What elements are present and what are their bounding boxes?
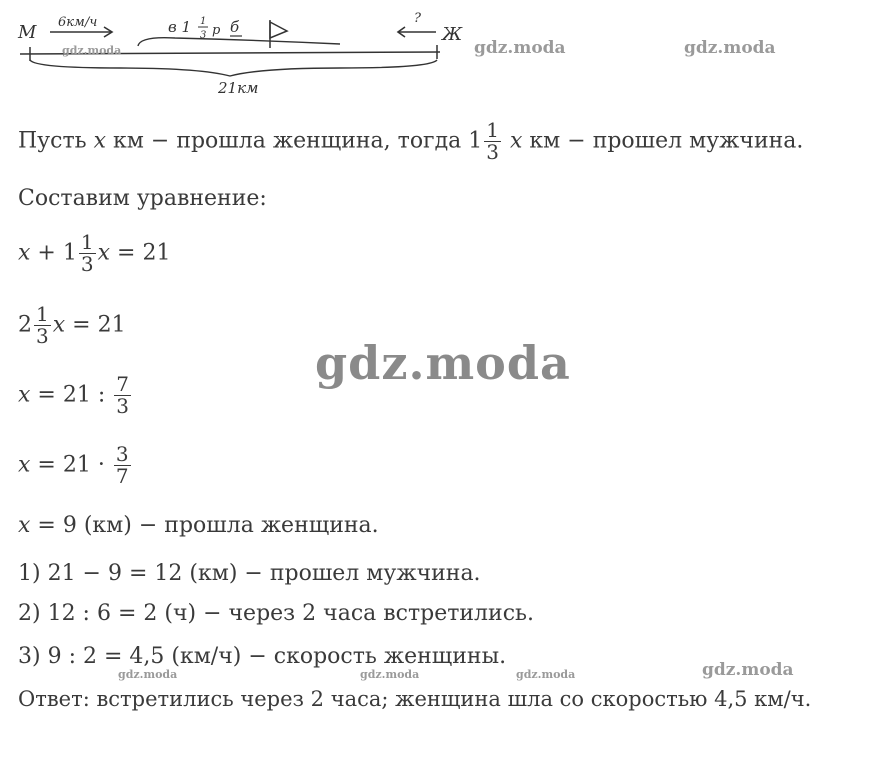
- fraction-denominator: 3: [486, 140, 499, 164]
- eq5-a: = 9 (км) − прошла женщина.: [37, 513, 379, 538]
- watermark: gdz.moda: [702, 660, 794, 680]
- watermark: gdz.moda: [118, 668, 178, 681]
- sketch-bottom-brace: [30, 60, 437, 76]
- fraction-denominator: 7: [115, 464, 129, 488]
- watermark: gdz.moda: [360, 668, 420, 681]
- eq2-b: = 21: [72, 312, 126, 338]
- equation-4: [18, 444, 133, 487]
- compose-line: Составим уравнение:: [18, 186, 267, 211]
- variable-x: x: [18, 452, 31, 478]
- fraction: [114, 374, 131, 417]
- sketch-times-num: 1: [200, 16, 207, 27]
- fraction-denominator: 3: [80, 252, 94, 276]
- step-1: 1) 21 − 9 = 12 (км) − прошел мужчина.: [18, 561, 481, 586]
- eq4-a: = 21 ·: [37, 452, 105, 478]
- let-pre: Пусть: [18, 128, 87, 154]
- equation-5: [18, 515, 379, 537]
- let-post: км − прошел мужчина.: [529, 128, 804, 154]
- fraction-denominator: 3: [116, 394, 129, 418]
- sketch-times-label: в 1: [168, 18, 192, 36]
- variable-x: x: [509, 128, 523, 154]
- fraction-numerator: 3: [115, 442, 129, 466]
- let-line: [18, 120, 803, 163]
- equation-1: [18, 232, 170, 275]
- variable-x: x: [97, 240, 111, 266]
- sketch-flag: [270, 22, 287, 38]
- variable-x: x: [18, 382, 31, 408]
- fraction: [34, 304, 51, 347]
- watermark: gdz.moda: [516, 668, 576, 681]
- sketch-man-speed: 6км/ч: [58, 15, 98, 30]
- variable-x: x: [18, 513, 31, 538]
- sketch-distance: 21км: [218, 79, 259, 97]
- variable-x: x: [52, 312, 66, 338]
- fraction-numerator: 1: [486, 118, 499, 142]
- variable-x: x: [93, 128, 107, 154]
- watermark: gdz.moda: [684, 38, 776, 58]
- fraction: [79, 232, 96, 275]
- step-3: 3) 9 : 2 = 4,5 (км/ч) − скорость женщины.: [18, 644, 507, 669]
- sketch-woman-speed: ?: [414, 11, 421, 26]
- eq3-a: = 21 :: [37, 382, 106, 408]
- sketch-top-brace: [138, 38, 340, 46]
- watermark: gdz.moda: [474, 38, 566, 58]
- sketch-man-label: М: [18, 22, 37, 43]
- fraction: [484, 120, 501, 163]
- eq1-b: = 21: [117, 240, 171, 266]
- step-2: 2) 12 : 6 = 2 (ч) − через 2 часа встретились.: [18, 601, 534, 626]
- fraction-numerator: 1: [80, 230, 94, 254]
- equation-3: [18, 374, 133, 417]
- variable-x: x: [18, 240, 31, 266]
- watermark: gdz.moda: [62, 44, 122, 57]
- let-mid: км − прошла женщина, тогда 1: [113, 128, 483, 154]
- eq2-a: 2: [18, 312, 32, 338]
- sketch-woman-label: Ж: [442, 24, 463, 45]
- eq1-a: + 1: [37, 240, 77, 266]
- watermark-large: gdz.moda: [315, 336, 571, 390]
- fraction-denominator: 3: [36, 324, 49, 348]
- sketch-times-var: б: [230, 18, 240, 36]
- fraction-numerator: 7: [116, 372, 129, 396]
- sketch-times-suffix: р: [212, 23, 221, 38]
- sketch-times-den: 3: [200, 30, 207, 41]
- fraction: [114, 444, 131, 487]
- equation-2: [18, 304, 126, 347]
- answer-line: Ответ: встретились через 2 часа; женщина шла со скоростью 4,5 км/ч.: [18, 687, 812, 711]
- fraction-numerator: 1: [36, 302, 49, 326]
